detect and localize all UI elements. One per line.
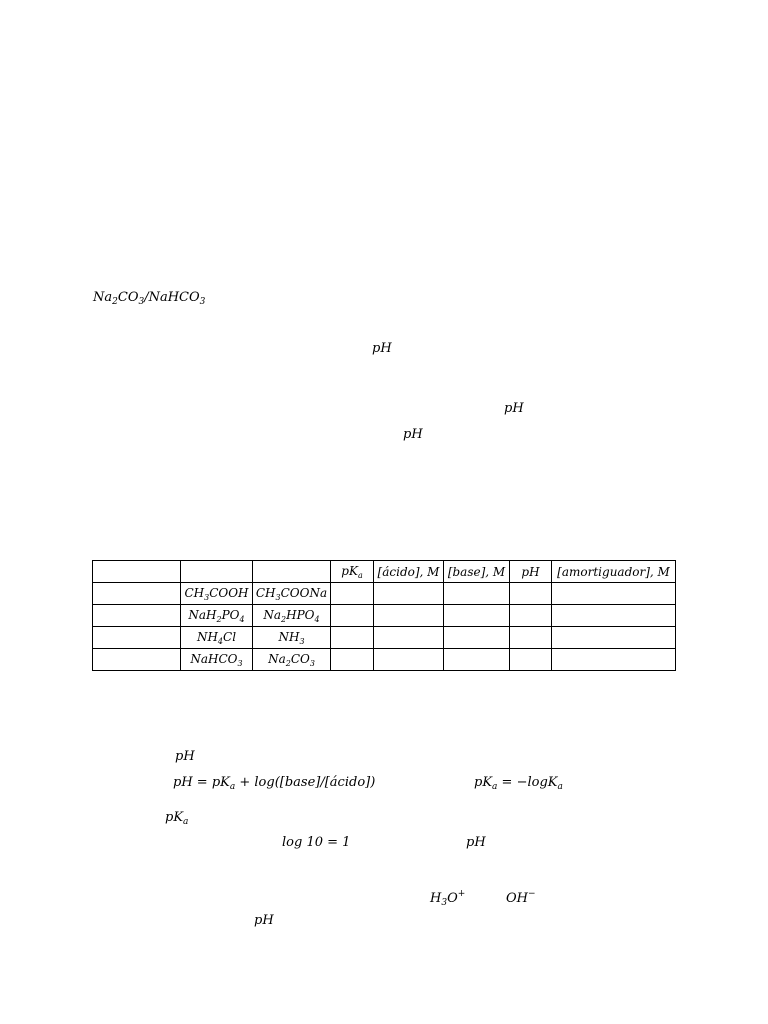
hydroxide-ion: OH− (506, 889, 536, 906)
empty-cell (93, 627, 181, 649)
log10-expression: log 10 = 1 (282, 835, 351, 850)
empty-cell (552, 583, 676, 605)
empty-cell (374, 583, 444, 605)
ph-symbol: pH (372, 341, 392, 356)
empty-cell (510, 605, 552, 627)
pka-symbol: $pK_a$ (165, 810, 189, 827)
empty-cell (93, 605, 181, 627)
ph-symbol: pH (403, 427, 423, 442)
table-header-cell (181, 561, 253, 583)
empty-cell (93, 649, 181, 671)
table-header-cell: pH (510, 561, 552, 583)
table-row (93, 583, 676, 605)
empty-cell (374, 627, 444, 649)
table-row (93, 627, 676, 649)
table-row (93, 605, 676, 627)
empty-cell (444, 627, 510, 649)
pka-definition: $pK_a = -\log K_a$ (474, 775, 563, 792)
buffer-table (92, 560, 676, 671)
acid-cell: $CH_3COOH$ (181, 583, 253, 605)
buffer-pair-formula: $Na_2CO_3/NaHCO_3$ (93, 290, 206, 307)
empty-cell (444, 583, 510, 605)
empty-cell (331, 627, 374, 649)
empty-cell (552, 627, 676, 649)
table-header-cell: [ácido], M (374, 561, 444, 583)
acid-cell: $NaH_2PO_4$ (181, 605, 253, 627)
table-header-cell: $pK_a$ (331, 561, 374, 583)
table-row (93, 649, 676, 671)
empty-cell (374, 605, 444, 627)
table-header-cell (253, 561, 331, 583)
empty-cell (510, 583, 552, 605)
empty-cell (552, 605, 676, 627)
base-cell: $Na_2CO_3$ (253, 649, 331, 671)
hydronium-ion: $H_3O^+$ (430, 889, 466, 908)
table-header-cell: [base], M (444, 561, 510, 583)
ph-symbol: pH (254, 913, 274, 928)
empty-cell (444, 649, 510, 671)
acid-cell: $NH_4Cl$ (181, 627, 253, 649)
empty-cell (444, 605, 510, 627)
henderson-hasselbalch-equation: pH = $pK_a$ + log([base]/[ácido]) (173, 775, 376, 792)
base-cell: $NH_3$ (253, 627, 331, 649)
empty-cell (374, 649, 444, 671)
base-cell: $CH_3COONa$ (253, 583, 331, 605)
ph-symbol: pH (504, 401, 524, 416)
empty-cell (93, 583, 181, 605)
table-header-cell: [amortiguador], M (552, 561, 676, 583)
base-cell: $Na_2HPO_4$ (253, 605, 331, 627)
acid-cell: NaHCO$_3$ (181, 649, 253, 671)
empty-cell (331, 649, 374, 671)
empty-cell (331, 583, 374, 605)
ph-symbol: pH (175, 749, 195, 764)
table-header-cell (93, 561, 181, 583)
empty-cell (331, 605, 374, 627)
empty-cell (552, 649, 676, 671)
empty-cell (510, 649, 552, 671)
table-header-row (93, 561, 676, 583)
empty-cell (510, 627, 552, 649)
ph-symbol: pH (466, 835, 486, 850)
